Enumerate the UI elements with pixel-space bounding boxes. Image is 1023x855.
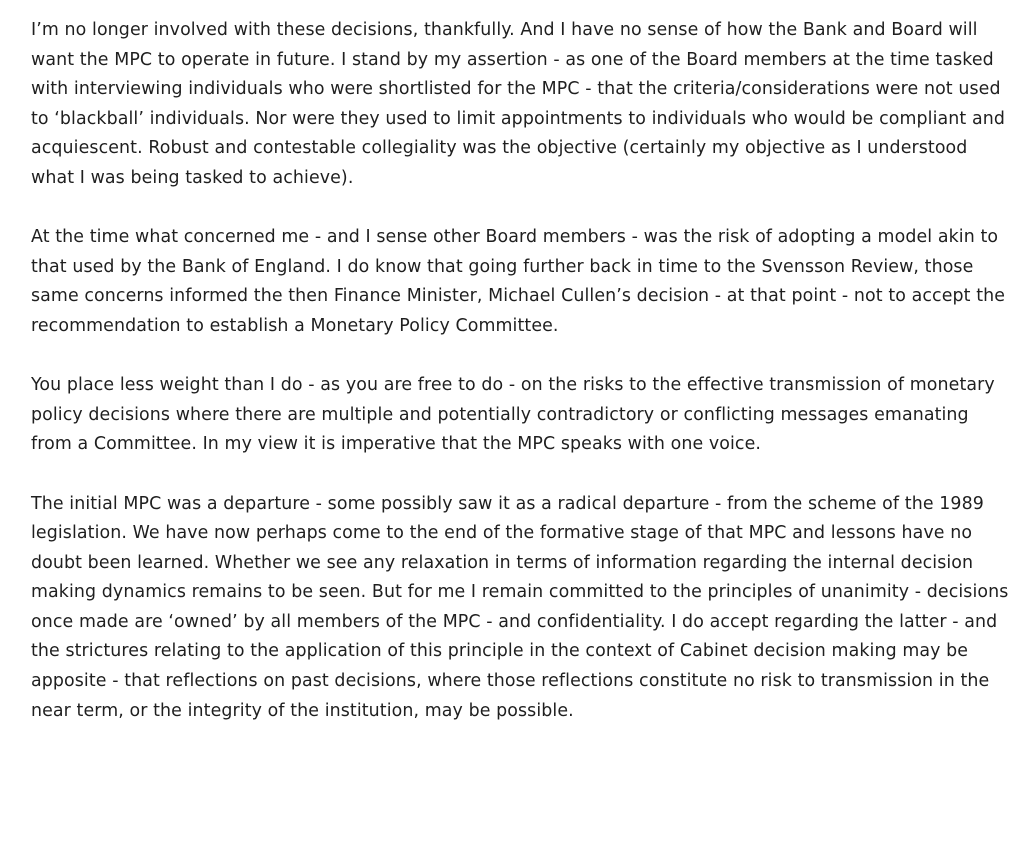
comment-paragraph-2: At the time what concerned me - and I sense other Board members - was the risk of adopting a model akin to that used by the Bank of England. I do know that going further back in time to the Svensson Review, those same concerns informed the then Finance Minister, Michael Cullen’s decision - at that point - not to accept the recommendation to establish a Monetary Policy Committee. [31, 227, 1006, 336]
comment-paragraph-1: I’m no longer involved with these decisions, thankfully. And I have no sense of how the Bank and Board will want the MPC to operate in future. I stand by my assertion - as one of the Board members at the time tasked with interviewing individuals who were shortlisted for the MPC - that the criteria/considerations were not used to ‘blackball’ individuals. Nor were they used to limit appointments to individuals who would be compliant and acquiescent. Robust and contestable collegiality was the objective (certainly my objective as I understood what I was being tasked to achieve). [31, 20, 1005, 188]
comment-body [31, 16, 1015, 726]
comment-paragraph-4: The initial MPC was a departure - some possibly saw it as a radical departure - from the scheme of the 1989 legislation. We have now perhaps come to the end of the formative stage of that MPC and lessons have no doubt been learned. Whether we see any relaxation in terms of information regarding the internal decision making dynamics remains to be seen. But for me I remain committed to the principles of unanimity - decisions once made are ‘owned’ by all members of the MPC - and confidentiality. I do accept regarding the latter - and the strictures relating to the application of this principle in the context of Cabinet decision making may be apposite - that reflections on past decisions, where those reflections constitute no risk to transmission in the near term, or the integrity of the institution, may be possible. [31, 493, 1009, 721]
comment-paragraph-3: You place less weight than I do - as you are free to do - on the risks to the effective transmission of monetary policy decisions where there are multiple and potentially contradictory or conflicting messages emanating from a Committee. In my view it is imperative that the MPC speaks with one voice. [31, 375, 995, 455]
